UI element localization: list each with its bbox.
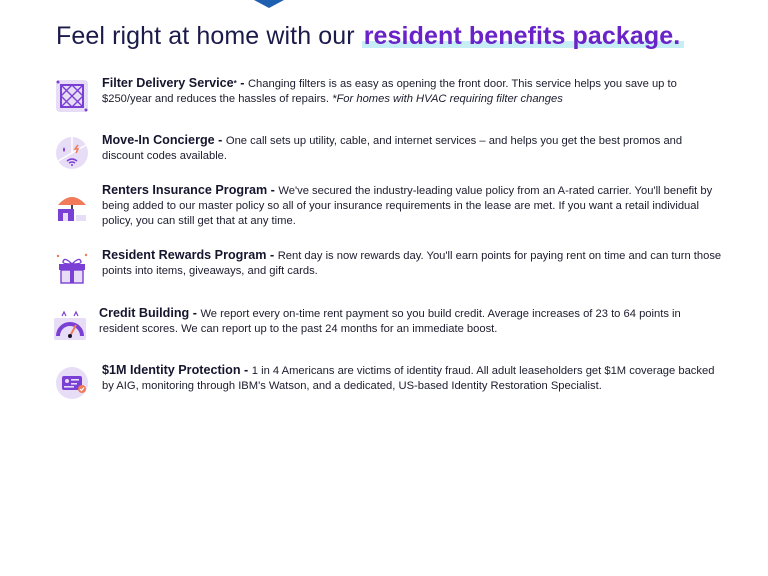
credit-score-gauge-icon [52, 308, 88, 344]
benefit-description: Changing filters is as easy as opening the front door. This service helps you save up to $250/year and reduces the hassles of repairs. [102, 78, 677, 105]
benefit-move-in-concierge [54, 133, 722, 173]
benefit-title: Credit Building [99, 306, 190, 320]
gift-icon [54, 250, 90, 286]
benefit-separator: - [267, 183, 279, 197]
benefit-text [99, 306, 720, 337]
headline-highlight: resident benefits package. [363, 22, 681, 50]
benefit-title: Filter Delivery Service [102, 76, 234, 90]
benefit-separator: - [236, 76, 248, 90]
benefit-description: We've secured the industry-leading value policy from an A-rated carrier. You'll benefit by being added to our master policy so all of your insurance requirements in the lease are met. If you want a retail individual policy, you can still get that at any time. [102, 185, 713, 227]
benefit-separator: - [240, 363, 252, 377]
benefit-title: $1M Identity Protection [102, 363, 241, 377]
benefit-description: We report every on-time rent payment so you build credit. Average increases of 23 to 64 points in resident scores. We can report up to the past 24 months for an immediate boost. [99, 308, 681, 335]
id-card-shield-icon [54, 365, 90, 401]
benefit-title: Renters Insurance Program [102, 183, 268, 197]
benefit-resident-rewards [54, 248, 722, 288]
benefit-title: Resident Rewards Program [102, 248, 267, 262]
benefit-title-mark: * [233, 79, 237, 88]
benefit-description: One call sets up utility, cable, and internet services – and helps you get the best promos and discount codes available. [102, 135, 683, 162]
top-blue-marker [254, 0, 284, 8]
benefit-description: 1 in 4 Americans are victims of identity fraud. All adult leaseholders get $1M coverage backed by AIG, monitoring through IBM's Watson, and a dedicated, US-based Identity Restoration Specialist. [102, 365, 715, 392]
benefit-title: Move-In Concierge [102, 133, 215, 147]
air-filter-icon [54, 78, 90, 114]
benefit-text [102, 133, 722, 164]
benefit-identity-protection [54, 363, 722, 403]
benefit-text [102, 183, 722, 229]
benefit-text [102, 248, 722, 279]
utilities-icon [54, 135, 90, 171]
benefit-separator: - [214, 133, 226, 147]
benefit-credit-building [52, 306, 720, 346]
benefit-renters-insurance [54, 183, 722, 231]
benefit-note: *For homes with HVAC requiring filter changes [329, 93, 563, 105]
umbrella-home-icon [54, 189, 90, 225]
headline-lead: Feel right at home with our [56, 22, 362, 50]
page-headline [56, 22, 682, 51]
benefit-description: Rent day is now rewards day. You'll earn points for paying rent on time and can turn those points into items, giveaways, and gift cards. [102, 250, 722, 277]
benefit-text [102, 363, 722, 394]
benefit-separator: - [266, 248, 278, 262]
benefit-separator: - [189, 306, 201, 320]
benefit-filter-delivery [54, 76, 722, 116]
benefit-text [102, 76, 722, 107]
